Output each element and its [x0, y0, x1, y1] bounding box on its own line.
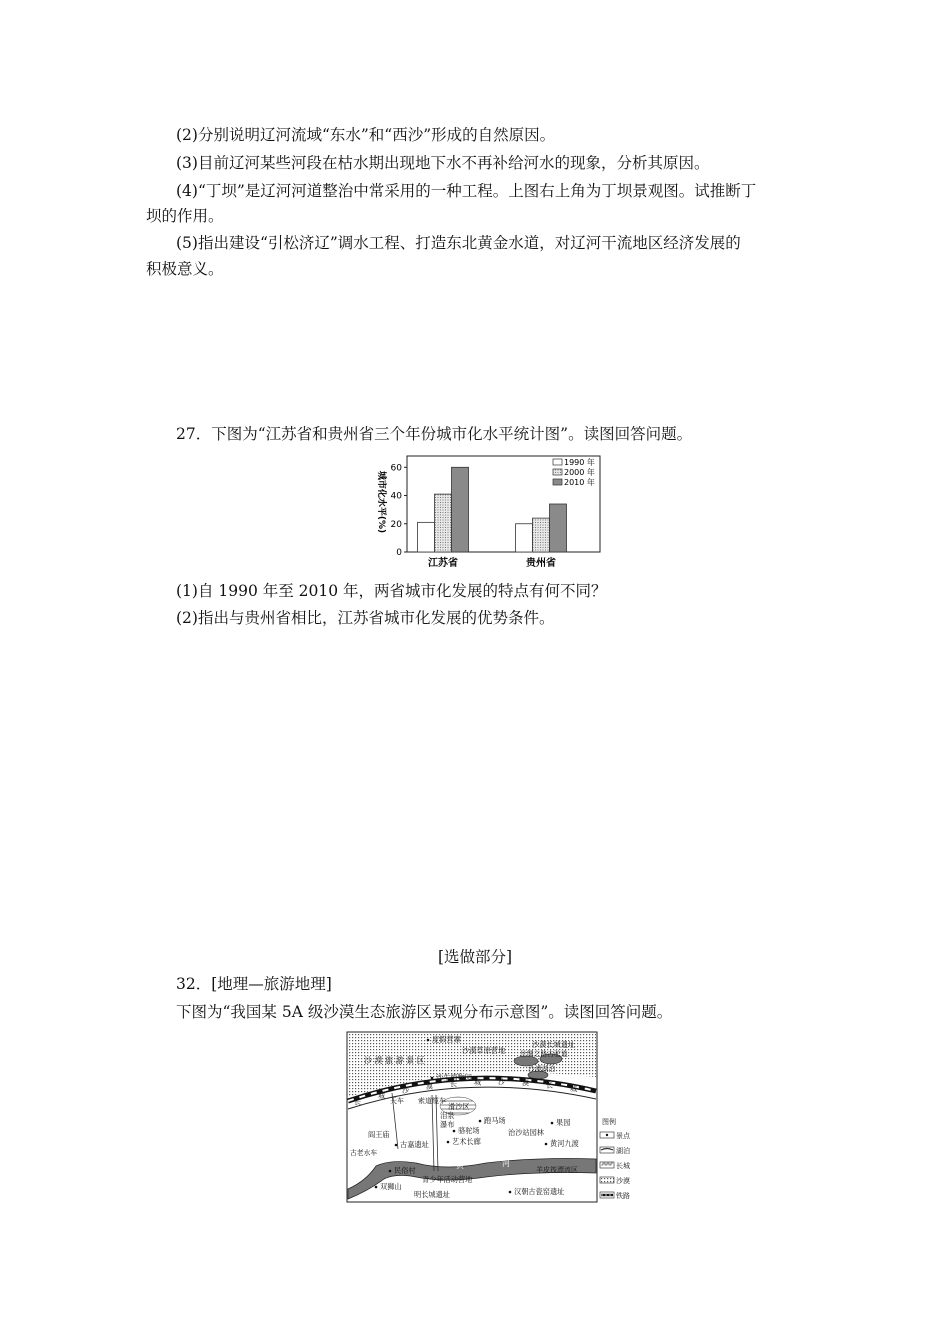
bar	[550, 504, 567, 552]
legend-title: 图例	[602, 1118, 616, 1126]
label-luotuochang: 骆驼场	[458, 1126, 480, 1135]
legend-item-1: 湖泊	[616, 1147, 630, 1155]
question-32-title: 32．[地理—旅游地理]	[176, 975, 332, 993]
question-27-sub1: (1)自 1990 年至 2010 年，两省城市化发展的特点有何不同？	[176, 582, 607, 600]
bar	[516, 524, 533, 552]
urbanization-bar-chart	[365, 452, 610, 574]
spot-icon	[545, 1143, 548, 1146]
great-wall-band-char: 漠	[522, 1079, 529, 1088]
great-wall-band-char: 长	[450, 1079, 457, 1088]
label-dujia: 度假营寨	[432, 1035, 461, 1044]
legend-swatch	[553, 459, 562, 465]
legend-item-4: 铁路	[616, 1192, 630, 1200]
question-4-line1: (4)“丁坝”是辽河河道整治中常采用的一种工程。上图右上角为丁坝景观图。试推断丁	[176, 182, 757, 200]
question-5-line2: 积极意义。	[146, 260, 224, 278]
x-category-label: 江苏省	[428, 558, 458, 569]
bar	[418, 522, 435, 552]
label-qingshaonian: 青少年活动营地	[422, 1175, 473, 1184]
spot-icon	[389, 1170, 392, 1173]
label-caoyuan: 沙漠草原营地	[462, 1046, 506, 1055]
legend-desert-swatch	[600, 1177, 614, 1183]
great-wall-band-char: 长	[354, 1098, 361, 1107]
spot-icon	[447, 1141, 450, 1144]
great-wall-icon	[601, 1163, 613, 1165]
label-guoyuan: 果园	[556, 1118, 571, 1127]
legend-label: 2010 年	[564, 478, 595, 487]
great-wall-band-char: 沙	[498, 1078, 505, 1087]
spot-icon	[453, 1130, 456, 1133]
bar	[435, 494, 452, 552]
great-wall-band-char: 漠	[426, 1082, 433, 1091]
optional-heading: [选做部分]	[437, 948, 513, 966]
spot-icon	[551, 1122, 554, 1125]
label-yishu: 艺术长廊	[452, 1137, 481, 1146]
y-axis-label: 城市化水平(%)	[376, 470, 386, 534]
label-tianche: 天车	[390, 1097, 404, 1105]
spot-icon	[375, 1186, 378, 1189]
legend-label: 1990 年	[564, 458, 595, 467]
spot-icon	[395, 1144, 398, 1147]
label-sichou: 丝绸之路古驼道	[520, 1050, 568, 1058]
bar	[533, 518, 550, 552]
spot-icon	[431, 1077, 434, 1080]
label-hanquan: 泪泉	[440, 1111, 455, 1120]
x-category-label: 贵州省	[526, 558, 556, 569]
label-hupo: 沙漠湖泊	[528, 1065, 556, 1073]
label-hanchao: 汉朝古瓷窑遗址	[514, 1187, 565, 1196]
label-yanwangmiao: 阎王庙	[368, 1130, 390, 1139]
y-tick-label: 40	[390, 491, 402, 502]
question-27-intro: 27．下图为“江苏省和贵州省三个年份城市化水平统计图”。读图回答问题。	[176, 425, 693, 443]
label-suodao: 索道缆车	[418, 1097, 446, 1105]
legend-label: 2000 年	[564, 468, 595, 477]
label-mingchangcheng: 明长城遗址	[414, 1190, 450, 1199]
great-wall-band-char: 城	[378, 1091, 385, 1100]
label-changcheng-top: 沙漠长城遗址	[532, 1040, 576, 1049]
question-2: (2)分别说明辽河流域“东水”和“西沙”形成的自然原因。	[176, 126, 556, 144]
map-legend	[600, 1117, 630, 1200]
label-shuangshishan: 双狮山	[380, 1182, 402, 1191]
label-minsucun: 民俗村	[394, 1166, 416, 1175]
question-4-line2: 坝的作用。	[146, 207, 224, 225]
label-huashaqu: 滑沙区	[448, 1102, 470, 1111]
question-27-sub2: (2)指出与贵州省相比，江苏省城市化发展的优势条件。	[176, 609, 555, 627]
bar	[452, 467, 469, 552]
label-gulao-shuiche: 古老水车	[350, 1149, 378, 1157]
question-5-line1: (5)指出建设“引松济辽”调水工程、打造东北黄金水道，对辽河干流地区经济发展的	[176, 234, 741, 252]
spot-icon	[427, 1039, 430, 1042]
great-wall-band-char: 沙	[402, 1086, 409, 1095]
legend-swatch	[553, 479, 562, 485]
label-zhiwuyuan: 沙生植物园	[436, 1073, 472, 1082]
label-he: 河	[502, 1159, 510, 1168]
spot-icon	[479, 1120, 482, 1123]
great-wall-band-char: 长	[546, 1081, 553, 1090]
label-paomachang: 跑马场	[484, 1116, 506, 1125]
spot-icon	[606, 1134, 608, 1136]
label-zhisha: 治沙站园林	[508, 1128, 544, 1137]
great-wall-band-char: 城	[570, 1084, 577, 1093]
legend-swatch	[553, 469, 562, 475]
label-huang: 黄	[456, 1161, 464, 1170]
label-lvyou-area: 沙 漠 旅 游 景 区	[364, 1056, 425, 1065]
label-yangpi: 羊皮筏漂流区	[536, 1166, 578, 1174]
label-gujie: 古嘉遗址	[400, 1140, 429, 1149]
label-pubu: 瀑布	[440, 1120, 455, 1129]
y-tick-label: 0	[396, 548, 402, 558]
label-huanghe-jiudu: 黄河九渡	[550, 1139, 579, 1148]
legend-item-2: 长城	[616, 1162, 630, 1170]
legend-item-0: 景点	[616, 1132, 630, 1140]
question-3: (3)目前辽河某些河段在枯水期出现地下水不再补给河水的现象，分析其原因。	[176, 154, 710, 172]
y-tick-label: 60	[390, 463, 402, 474]
y-tick-label: 20	[390, 519, 402, 530]
spot-icon	[509, 1191, 512, 1194]
desert-tourism-map	[346, 1031, 630, 1203]
question-32-intro: 下图为“我国某 5A 级沙漠生态旅游区景观分布示意图”。读图回答问题。	[176, 1003, 673, 1021]
legend-item-3: 沙漠	[616, 1177, 630, 1185]
great-wall-band-char: 城	[474, 1078, 481, 1087]
